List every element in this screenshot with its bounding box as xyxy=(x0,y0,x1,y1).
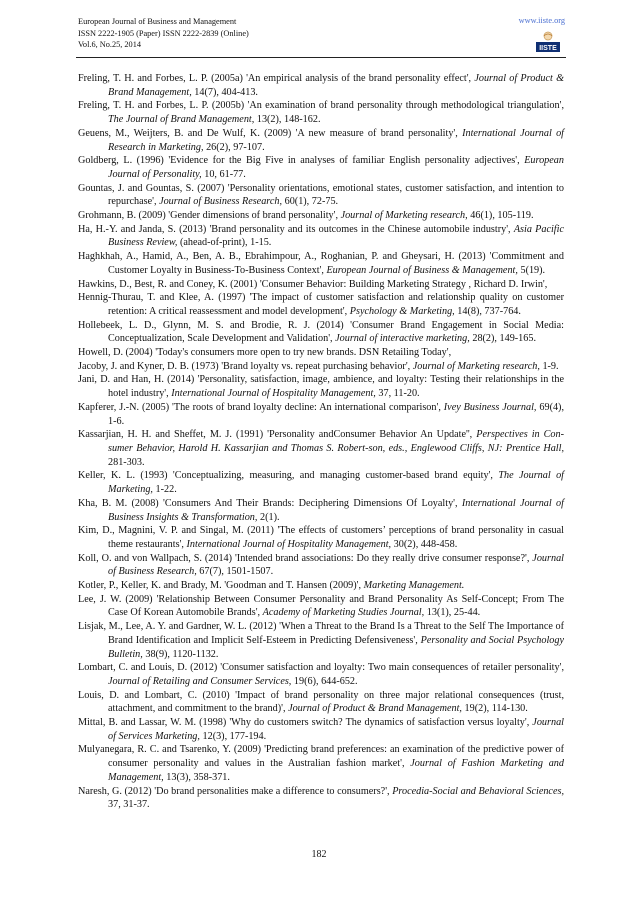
reference-source: Journal of Services Marketing, xyxy=(108,717,564,742)
reference-text: Hennig‐Thurau, T. and Klee, A. (1997) 'The impact of customer satisfaction and relationship quality on customer retention: A critical reassessment and model development', xyxy=(78,292,564,317)
page-number: 182 xyxy=(311,849,327,860)
reference-text: Jani, D. and Han, H. (2014) 'Personality, satisfaction, image, ambience, and loyalty: Testing their relationships in the hotel industry', xyxy=(78,374,564,400)
reference-text: 12(3), 177-194. xyxy=(199,730,267,742)
reference-entry xyxy=(78,291,564,318)
reference-source: Journal of Marketing research, xyxy=(340,210,468,222)
reference-entry xyxy=(78,373,564,400)
reference-entry xyxy=(78,401,564,428)
reference-text: 5(19). xyxy=(517,264,546,276)
reference-source: International Journal of Research in Marketing, xyxy=(108,127,564,153)
reference-text: Kotler, P., Keller, K. and Brady, M. 'Goodman and T. Hansen (2009)', xyxy=(78,580,364,592)
reference-source: International Journal of Hospitality Management, xyxy=(186,538,392,550)
reference-entry xyxy=(78,579,564,593)
reference-source: Journal of Business Research, xyxy=(159,196,283,208)
reference-text: 60(1), 72-75. xyxy=(282,196,339,208)
reference-text: Koll, O. and von Wallpach, S. (2014) 'Intended brand associations: Do they really drive consumer response?', xyxy=(78,552,533,564)
reference-text: Naresh, G. (2012) 'Do brand personalities make a difference to consumers?', xyxy=(78,785,393,797)
svg-text:IISTE: IISTE xyxy=(539,45,557,52)
reference-entry xyxy=(78,346,564,360)
reference-text: 37, 11-20. xyxy=(375,388,420,400)
reference-text: Kim, D., Magnini, V. P. and Singal, M. (2011) 'The effects of customers’ perceptions of brand personality in casual theme restaurants', xyxy=(78,525,564,550)
reference-text: 14(8), 737-764. xyxy=(454,305,521,317)
reference-source: Personality and Social Psychology Bulletin, xyxy=(108,634,564,660)
reference-text: 13(1), 25-44. xyxy=(424,607,481,619)
reference-source: Perspectives in Con-sumer Behavior, Harold H. Kassarjian and Thomas S. Robert-son, eds., Englewood Cliffs, NJ: Prentice Hall, xyxy=(108,429,565,454)
reference-entry xyxy=(78,360,564,374)
reference-text: 13(2), 148-162. xyxy=(254,114,321,126)
reference-source: Journal of interactive marketing, xyxy=(335,333,470,345)
reference-source: Marketing Management. xyxy=(363,580,465,592)
reference-text: 69(4), 1-6. xyxy=(108,401,564,427)
reference-entry xyxy=(78,743,564,784)
issn-line: ISSN 2222-1905 (Paper) ISSN 2222-2839 (Online) xyxy=(78,28,249,38)
reference-text: Louis, D. and Lombart, C. (2010) 'Impact of brand personality on three major relational consequences (trust, attachment, and commitment to the brand)', xyxy=(78,689,564,715)
reference-entry xyxy=(78,689,564,716)
reference-source: The Journal of Marketing, xyxy=(108,470,564,496)
reference-source: Journal of Product & Brand Management, xyxy=(288,703,462,715)
reference-text: Ha, H.-Y. and Janda, S. (2013) 'Brand personality and its outcomes in the Chinese automobile industry', xyxy=(78,223,514,235)
reference-entry xyxy=(78,497,564,524)
reference-text: 19(2), 114-130. xyxy=(461,703,528,715)
reference-source: Psychology & Marketing, xyxy=(349,305,455,317)
reference-text: 26(2), 97-107. xyxy=(203,141,265,153)
reference-entry xyxy=(78,716,564,743)
reference-text: Kapferer, J.-N. (2005) 'The roots of brand loyalty decline: An international comparison', xyxy=(78,401,444,413)
reference-source: European Journal of Personality, xyxy=(108,155,564,180)
reference-source: Procedia-Social and Behavioral Sciences, xyxy=(392,785,564,797)
reference-text: 30(2), 448-458. xyxy=(391,538,458,550)
reference-entry xyxy=(78,524,564,551)
reference-source: Academy of Marketing Studies Journal, xyxy=(262,607,425,619)
reference-text: (ahead-of-print), 1-15. xyxy=(177,237,272,249)
reference-text: 1-9. xyxy=(539,360,559,372)
reference-text: Keller, K. L. (1993) 'Conceptualizing, measuring, and managing customer-based brand equity', xyxy=(78,470,499,482)
reference-source: The Journal of Brand Management, xyxy=(108,114,255,126)
reference-text: Hawkins, D., Best, R. and Coney, K. (2001) 'Consumer Behavior: Building Marketing Strategy , Richard D. Irwin', xyxy=(78,278,548,290)
journal-name: European Journal of Business and Management xyxy=(78,17,237,26)
reference-text: 281-303. xyxy=(108,456,145,468)
reference-text: 2(1). xyxy=(257,511,280,523)
reference-source: European Journal of Business & Management, xyxy=(326,264,518,276)
volume-line: Vol.6, No.25, 2014 xyxy=(78,40,141,50)
reference-text: Hollebeek, L. D., Glynn, M. S. and Brodie, R. J. (2014) 'Consumer Brand Engagement in Social Media: Conceptualization, Scale Development and Validation', xyxy=(78,319,564,345)
reference-entry xyxy=(78,552,564,579)
reference-text: 67(7), 1501-1507. xyxy=(196,566,274,578)
reference-entry xyxy=(78,620,564,661)
reference-text: Mittal, B. and Lassar, W. M. (1998) 'Why do customers switch? The dynamics of satisfaction versus loyalty', xyxy=(78,717,533,729)
reference-text: 38(9), 1120-1132. xyxy=(142,648,219,660)
reference-text: Freling, T. H. and Forbes, L. P. (2005b) 'An examination of brand personality through methodological triangulation', xyxy=(78,100,564,112)
reference-entry xyxy=(78,182,564,209)
reference-text: 19(6), 644-652. xyxy=(291,675,358,687)
reference-text: Howell, D. (2004) 'Today's consumers more open to try new brands. DSN Retailing Today', xyxy=(78,347,452,359)
reference-text: Kassarjian, H. H. and Sheffet, M. J. (1991) 'Personality andConsumer Behavior An Update'', xyxy=(78,429,477,441)
reference-text: 14(7), 404-413. xyxy=(191,86,258,98)
reference-source: Ivey Business Journal, xyxy=(443,401,537,413)
journal-url-link[interactable]: www.iiste.org xyxy=(518,16,565,25)
reference-source: Journal of Retailing and Consumer Services, xyxy=(108,675,292,687)
reference-entry xyxy=(78,99,564,126)
reference-entry xyxy=(78,223,564,250)
reference-entry xyxy=(78,661,564,688)
reference-entry xyxy=(78,469,564,496)
reference-entry xyxy=(78,250,564,277)
reference-source: International Journal of Business Insights & Transformation, xyxy=(108,497,564,523)
reference-entry xyxy=(78,785,564,812)
reference-entry xyxy=(78,154,564,181)
reference-text: 37, 31-37. xyxy=(108,799,150,811)
reference-entry xyxy=(78,72,564,99)
reference-entry xyxy=(78,428,564,469)
reference-list xyxy=(78,72,564,812)
reference-entry xyxy=(78,319,564,346)
reference-text: Jacoby, J. and Kyner, D. B. (1973) 'Brand loyalty vs. repeat purchasing behavior', xyxy=(78,360,413,372)
reference-text: Geuens, M., Weijters, B. and De Wulf, K. (2009) 'A new measure of brand personality', xyxy=(78,127,463,139)
reference-text: 1-22. xyxy=(152,484,177,496)
reference-text: 28(2), 149-165. xyxy=(469,333,537,345)
header-rule xyxy=(76,57,566,58)
reference-text: Haghkhah, A., Hamid, A., Ben, A. B., Ebrahimpour, A., Roghanian, P. and Gheysari, H. (2013) 'Commitment and Customer Loyalty in Business-To-Business Context', xyxy=(78,251,564,276)
reference-text: Gountas, J. and Gountas, S. (2007) 'Personality orientations, emotional states, customer satisfaction, and intention to repurchase', xyxy=(78,182,564,208)
reference-source: Asia Pacific Business Review, xyxy=(108,223,564,249)
reference-text: Lee, J. W. (2009) 'Relationship Between Consumer Personality and Brand Personality As Self-Concept; From The Case Of Korean Automobile Brands', xyxy=(78,593,564,619)
reference-entry xyxy=(78,127,564,154)
reference-source: Journal of Product & Brand Management, xyxy=(108,73,565,98)
iiste-logo xyxy=(534,31,562,53)
reference-text: Lombart, C. and Louis, D. (2012) 'Consumer satisfaction and loyalty: Two main consequences of retailer personality', xyxy=(78,662,564,674)
reference-entry xyxy=(78,593,564,620)
reference-text: 10, 61-77. xyxy=(201,168,246,180)
reference-entry xyxy=(78,209,564,223)
running-header xyxy=(78,16,249,51)
reference-source: Journal of Fashion Marketing and Management, xyxy=(108,758,564,783)
reference-text: Mulyanegara, R. C. and Tsarenko, Y. (2009) 'Predicting brand preferences: an examination of the predictive power of consumer personality and values in the Australian fashion market', xyxy=(78,744,564,770)
reference-entry xyxy=(78,278,564,292)
reference-text: Grohmann, B. (2009) 'Gender dimensions of brand personality', xyxy=(78,210,341,222)
reference-text: 46(1), 105-119. xyxy=(467,210,534,222)
reference-source: Journal of Business Research, xyxy=(108,552,564,578)
reference-source: International Journal of Hospitality Management, xyxy=(171,388,376,400)
reference-text: Lisjak, M., Lee, A. Y. and Gardner, W. L. (2012) 'When a Threat to the Brand Is a Threat to the Self The Importance of Brand Identification and Implicit Self-Esteem in Predicting Defensiveness', xyxy=(78,621,564,646)
reference-text: Freling, T. H. and Forbes, L. P. (2005a) 'An empirical analysis of the brand personality effect', xyxy=(78,73,475,84)
reference-text: Goldberg, L. (1996) 'Evidence for the Big Five in analyses of familiar English personality adjectives', xyxy=(78,155,525,167)
reference-text: Kha, B. M. (2008) 'Consumers And Their Brands: Deciphering Dimensions Of Loyalty', xyxy=(78,497,462,509)
reference-source: Journal of Marketing research, xyxy=(412,360,540,372)
reference-text: 13(3), 358-371. xyxy=(163,771,230,783)
